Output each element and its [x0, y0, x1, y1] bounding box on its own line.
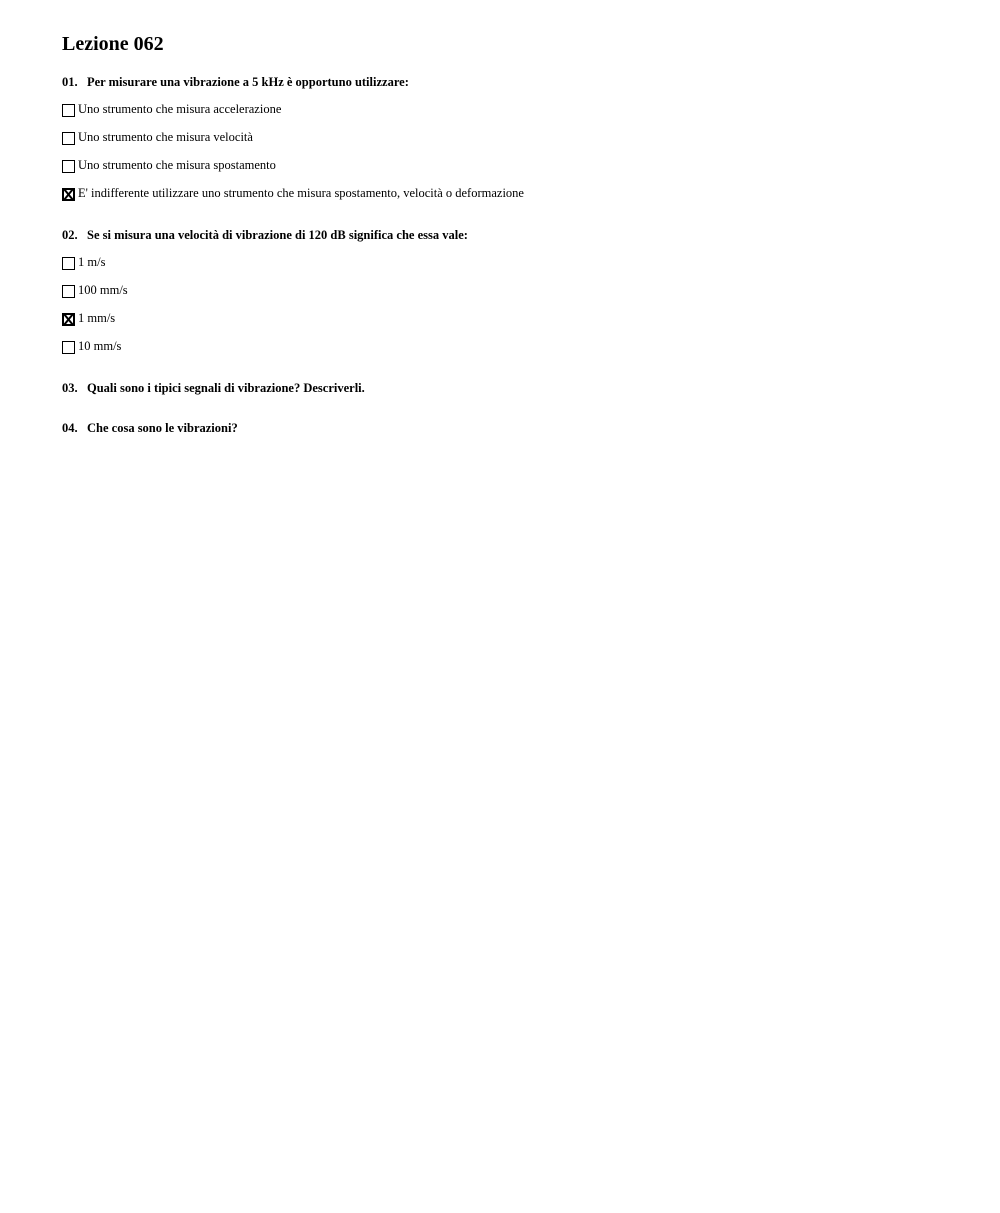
question-02: [62, 227, 962, 354]
option-label: 1 m/s: [78, 255, 106, 269]
checkbox-unchecked[interactable]: [62, 132, 75, 145]
answer-option[interactable]: [62, 185, 962, 201]
question-04: [62, 420, 962, 436]
checkbox-checked[interactable]: [62, 313, 75, 326]
option-label: Uno strumento che misura velocità: [78, 130, 253, 144]
answer-option[interactable]: [62, 282, 962, 298]
question-label: Se si misura una velocità di vibrazione di 120 dB significa che essa vale:: [87, 228, 468, 242]
question-label: Quali sono i tipici segnali di vibrazione? Descriverli.: [87, 381, 365, 395]
question-text: [62, 74, 962, 90]
checkbox-unchecked[interactable]: [62, 257, 75, 270]
question-text: [62, 380, 962, 396]
document-page: [62, 32, 962, 436]
question-number: 03.: [62, 381, 78, 395]
question-01: [62, 74, 962, 201]
question-label: Per misurare una vibrazione a 5 kHz è opportuno utilizzare:: [87, 75, 409, 89]
answer-option[interactable]: [62, 157, 962, 173]
answer-option[interactable]: [62, 254, 962, 270]
checkbox-checked[interactable]: [62, 188, 75, 201]
answer-option[interactable]: [62, 310, 962, 326]
answer-option[interactable]: [62, 129, 962, 145]
question-label: Che cosa sono le vibrazioni?: [87, 421, 238, 435]
option-label: Uno strumento che misura accelerazione: [78, 102, 282, 116]
checkbox-unchecked[interactable]: [62, 341, 75, 354]
question-text: [62, 420, 962, 436]
x-mark-icon: [62, 313, 75, 326]
question-number: 01.: [62, 75, 78, 89]
checkbox-unchecked[interactable]: [62, 285, 75, 298]
answer-option[interactable]: [62, 338, 962, 354]
question-number: 02.: [62, 228, 78, 242]
x-mark-icon: [62, 188, 75, 201]
question-03: [62, 380, 962, 396]
lesson-title: Lezione 062: [62, 33, 164, 55]
checkbox-unchecked[interactable]: [62, 160, 75, 173]
option-label: Uno strumento che misura spostamento: [78, 158, 276, 172]
option-label: 10 mm/s: [78, 339, 122, 353]
question-text: [62, 227, 962, 243]
answer-option[interactable]: [62, 101, 962, 117]
option-label: 100 mm/s: [78, 283, 128, 297]
option-label: 1 mm/s: [78, 311, 116, 325]
question-number: 04.: [62, 421, 78, 435]
option-label: E' indifferente utilizzare uno strumento che misura spostamento, velocità o deformazione: [78, 186, 524, 200]
checkbox-unchecked[interactable]: [62, 104, 75, 117]
